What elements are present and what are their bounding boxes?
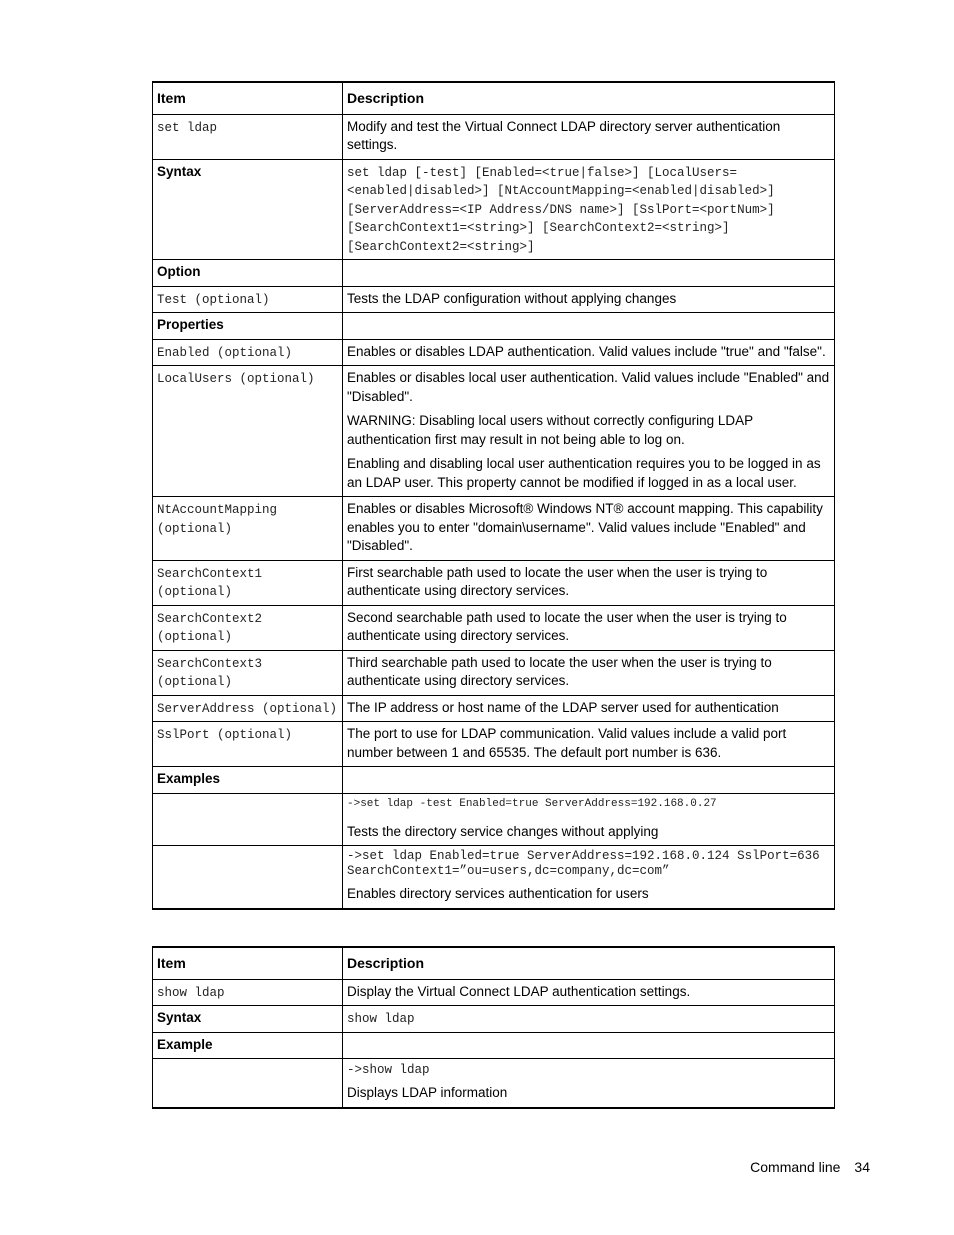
property-row	[153, 497, 835, 561]
examples-section-row	[153, 767, 835, 794]
properties-label: Properties	[153, 313, 343, 340]
option-description: Tests the LDAP configuration without applying changes	[343, 286, 835, 313]
header-item: Item	[153, 82, 343, 114]
syntax-value: set ldap [-test] [Enabled=<true|false>] [LocalUsers=<enabled|disabled>] [NtAccountMapping=<enabled|disabled>] [ServerAddress=<IP Address/DNS name>] [SslPort=<portNum>] [SearchContext1=<string>] [SearchContext2=<string>] [SearchContext2=<string>]	[347, 165, 783, 254]
example-description: Enables directory services authentication for users	[347, 886, 649, 901]
option-section-row	[153, 260, 835, 287]
option-row	[153, 286, 835, 313]
warning-text: WARNING: Disabling local users without correctly configuring LDAP authentication first may result in not being able to log on.	[347, 413, 753, 447]
footer-section-title: Command line	[750, 1159, 841, 1175]
example-row	[153, 793, 835, 846]
property-row	[153, 560, 835, 605]
property-description: Enables or disables local user authentication. Valid values include "Enabled" and "Disabled".	[347, 370, 830, 404]
property-row	[153, 695, 835, 722]
example-command: ->show ldap	[347, 1063, 430, 1077]
example-command: ->set ldap Enabled=true ServerAddress=192.168.0.124 SslPort=636 SearchContext1=”ou=users,dc=company,dc=com”	[347, 849, 828, 878]
property-name: SearchContext2 (optional)	[157, 611, 270, 644]
table-header-row	[153, 82, 835, 114]
command-description: Display the Virtual Connect LDAP authentication settings.	[343, 979, 835, 1006]
examples-label: Examples	[153, 767, 343, 794]
property-description: Enables or disables Microsoft® Windows NT® account mapping. This capability enables you to enter "domain\username". Valid values include "Enabled" and "Disabled".	[347, 501, 823, 553]
show-ldap-table	[152, 946, 835, 1109]
property-name: SslPort (optional)	[157, 728, 293, 742]
example-row	[153, 846, 835, 909]
property-name: LocalUsers (optional)	[157, 372, 315, 386]
property-description: First searchable path used to locate the user when the user is trying to authenticate using directory services.	[347, 564, 768, 598]
property-row	[153, 605, 835, 650]
command-description: Modify and test the Virtual Connect LDAP directory server authentication settings.	[343, 114, 835, 159]
header-description: Description	[343, 947, 835, 979]
property-description: The IP address or host name of the LDAP server used for authentication	[347, 699, 779, 715]
property-description: Third searchable path used to locate the user when the user is trying to authenticate using directory services.	[347, 654, 772, 688]
property-name: SearchContext1 (optional)	[157, 566, 270, 599]
page-number: 34	[854, 1159, 870, 1175]
property-row	[153, 650, 835, 695]
example-command: ->set ldap -test Enabled=true ServerAddress=192.168.0.27	[347, 797, 717, 810]
syntax-row	[153, 159, 835, 260]
page-footer	[750, 1159, 870, 1175]
property-name: NtAccountMapping (optional)	[157, 503, 285, 536]
table-header-row	[153, 947, 835, 979]
command-name: show ldap	[157, 985, 225, 1000]
option-name: Test (optional)	[157, 292, 270, 307]
property-name: SearchContext3 (optional)	[157, 656, 270, 689]
property-row	[153, 339, 835, 366]
property-description: Second searchable path used to locate the user when the user is trying to authenticate using directory services.	[347, 609, 787, 643]
header-description: Description	[343, 82, 835, 114]
syntax-label: Syntax	[153, 159, 343, 260]
property-description: Enables or disables LDAP authentication. Valid values include "true" and "false".	[347, 343, 826, 359]
example-section-row	[153, 1032, 835, 1059]
syntax-row	[153, 1006, 835, 1033]
command-name: set ldap	[157, 120, 218, 135]
property-name: Enabled (optional)	[157, 345, 293, 360]
command-row	[153, 979, 835, 1006]
property-description: The port to use for LDAP communication. Valid values include a valid port number between 1 and 65535. The default port number is 636.	[347, 726, 787, 760]
property-row	[153, 722, 835, 767]
property-name: ServerAddress (optional)	[157, 701, 338, 716]
option-label: Option	[153, 260, 343, 287]
command-row	[153, 114, 835, 159]
example-description: Tests the directory service changes without applying	[347, 823, 659, 839]
syntax-label: Syntax	[153, 1006, 343, 1033]
example-row	[153, 1059, 835, 1108]
properties-section-row	[153, 313, 835, 340]
syntax-value: show ldap	[347, 1012, 415, 1026]
header-item: Item	[153, 947, 343, 979]
set-ldap-table	[152, 81, 835, 910]
example-description: Displays LDAP information	[347, 1085, 508, 1100]
property-note: Enabling and disabling local user authentication requires you to be logged in as an LDAP user. This property cannot be modified if logged in as a local user.	[347, 456, 821, 490]
property-row	[153, 366, 835, 497]
example-label: Example	[153, 1032, 343, 1059]
